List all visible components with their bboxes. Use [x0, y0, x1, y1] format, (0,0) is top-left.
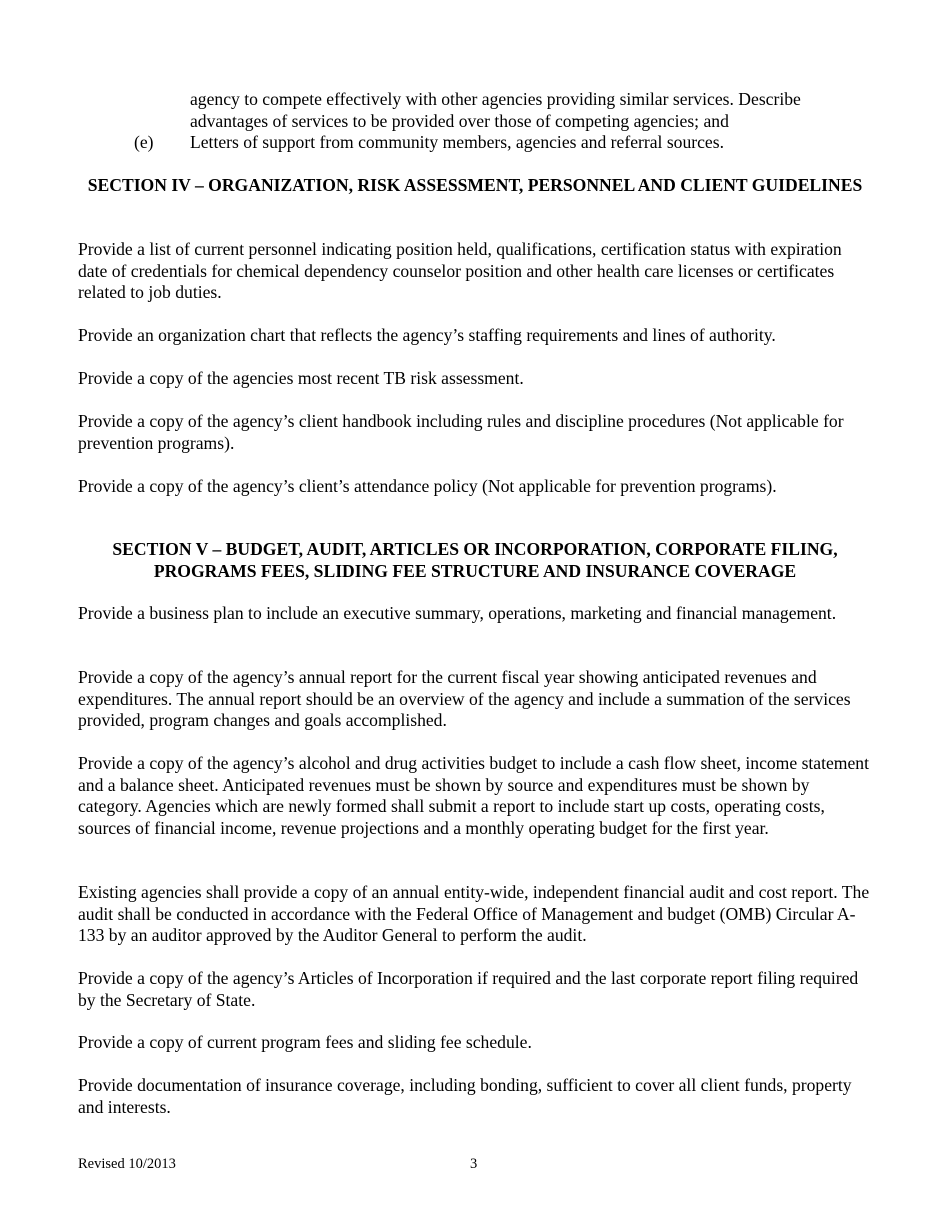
list-item-text: Letters of support from community members, agencies and referral sources. — [190, 132, 724, 152]
section-v-paragraph: Provide a business plan to include an executive summary, operations, marketing and financial management. — [78, 603, 837, 623]
section-v-paragraph: Provide documentation of insurance coverage, including bonding, sufficient to cover all client funds, property and interests. — [78, 1075, 852, 1117]
section-iv-paragraph: Provide a copy of the agency’s client handbook including rules and discipline procedures (Not applicable for prevention programs). — [78, 411, 844, 453]
section-iv-paragraph: Provide a copy of the agencies most recent TB risk assessment. — [78, 368, 524, 388]
section-v-heading: SECTION V – BUDGET, AUDIT, ARTICLES OR INCORPORATION, CORPORATE FILING, PROGRAMS FEES, SLIDING FEE STRUCTURE AND INSURANCE COVERAGE — [112, 539, 838, 581]
section-v-paragraph: Provide a copy of the agency’s annual report for the current fiscal year showing anticipated revenues and expenditures. The annual report should be an overview of the agency and include a summation of the services provided, program changes and goals accomplished. — [78, 667, 851, 730]
list-marker: (e) — [134, 132, 154, 152]
section-v-paragraph: Provide a copy of the agency’s alcohol and drug activities budget to include a cash flow sheet, income statement and a balance sheet. Anticipated revenues must be shown by source and expenditures must be shown by category. Agencies which are newly formed shall submit a report to include start up costs, operating costs, sources of financial income, revenue projections and a monthly operating budget for the first year. — [78, 753, 869, 838]
section-iv-paragraph: Provide a list of current personnel indicating position held, qualifications, certification status with expiration date of credentials for chemical dependency counselor position and other health care licenses or certificates related to job duties. — [78, 239, 842, 302]
continuation-paragraph: agency to compete effectively with other agencies providing similar services. Describe advantages of services to be provided over those of competing agencies; and — [190, 89, 801, 131]
footer-page-number: 3 — [470, 1156, 478, 1172]
section-iv-paragraph: Provide an organization chart that reflects the agency’s staffing requirements and lines of authority. — [78, 325, 776, 345]
footer-revised-date: Revised 10/2013 — [78, 1156, 176, 1172]
section-iv-heading: SECTION IV – ORGANIZATION, RISK ASSESSMENT, PERSONNEL AND CLIENT GUIDELINES — [87, 175, 863, 195]
section-v-paragraph: Provide a copy of the agency’s Articles of Incorporation if required and the last corporate report filing required by the Secretary of State. — [78, 968, 859, 1010]
list-item-e — [134, 132, 894, 154]
section-v-paragraph: Provide a copy of current program fees and sliding fee schedule. — [78, 1032, 532, 1052]
section-v-paragraph: Existing agencies shall provide a copy of an annual entity-wide, independent financial audit and cost report. The audit shall be conducted in accordance with the Federal Office of Management and budget (OMB) Circular A-133 by an auditor approved by the Auditor General to perform the audit. — [78, 882, 870, 945]
section-iv-paragraph: Provide a copy of the agency’s client’s attendance policy (Not applicable for prevention programs). — [78, 476, 777, 496]
